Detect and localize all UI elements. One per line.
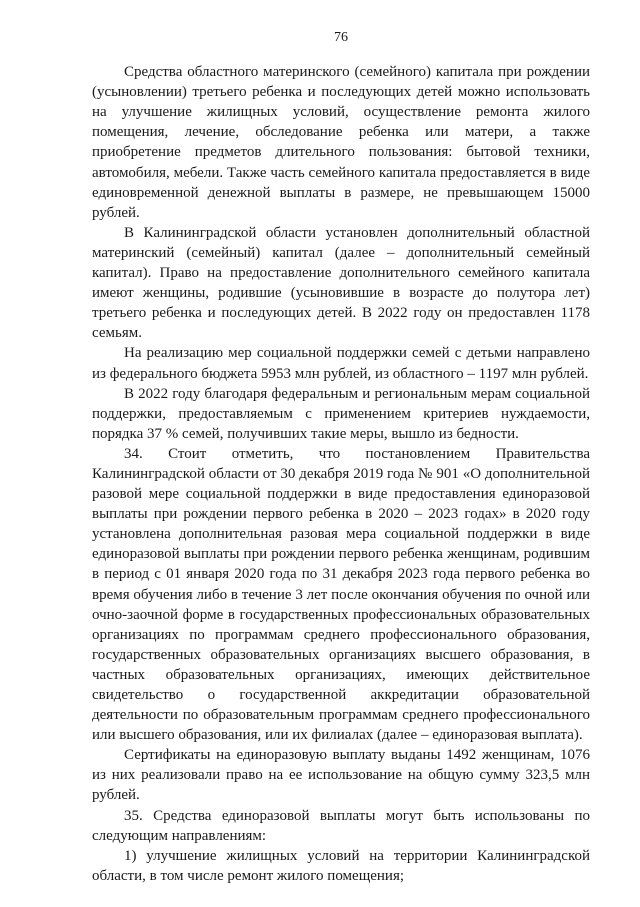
paragraph-certificates: Сертификаты на единоразовую выплату выданы 1492 женщинам, 1076 из них реализовали право на ее использование на общую сумму 323,5 млн рублей. — [92, 747, 590, 804]
paragraph-item-35: 35. Средства единоразовой выплаты могут быть использованы по следующим направлениям: — [92, 807, 590, 844]
paragraph-funding: На реализацию мер социальной поддержки семей с детьми направлено из федерального бюджета 5953 млн рублей, из областного – 1197 млн рублей. — [92, 345, 590, 382]
page-number: 76 — [334, 30, 348, 45]
paragraph-item-34: 34. Стоит отметить, что постановлением Правительства Калининградской области от 30 декабря 2019 года № 901 «О дополнительной разовой мере социальной поддержки в виде предоставления единоразовой выплаты при рождении первого ребенка в 2020 – 2023 годах» в 2020 году установлена дополнительная разовая мера социальной поддержки в виде единоразовой выплаты при рождении первого ребенка женщинам, родившим в период с 01 января 2020 года по 31 декабря 2023 года первого ребенка во время обучения либо в течение 3 лет после окончания обучения по очной или очно-заочной форме в государственных профессиональных образовательных организациях по программам среднего профессионального образования, государственных образовательных организациях высшего образования, в частных образовательных организациях, имеющих действительное свидетельство о государственной аккредитации образовательной деятельности по образовательным программам среднего профессионального или высшего образования, или их филиалах (далее – единоразовая выплата). — [92, 445, 590, 744]
paragraph-list-item-1: 1) улучшение жилищных условий на территории Калининградской области, в том числе ремонт жилого помещения; — [92, 847, 590, 884]
paragraph-additional-capital: В Калининградской области установлен дополнительный областной материнский (семейный) капитал (далее – дополнительный семейный капитал). Право на предоставление дополнительного семейного капитала имеют женщины, родившие (усыновившие в возрасте до полутора лет) третьего ребенка и последующих детей. В 2022 году он предоставлен 1178 семьям. — [92, 224, 590, 342]
paragraph-poverty-reduction: В 2022 году благодаря федеральным и региональным мерам социальной поддержки, предоставляемым с применением критериев нуждаемости, порядка 37 % семей, получивших такие меры, вышло из бедности. — [92, 385, 590, 442]
paragraph-maternity-capital-use: Средства областного материнского (семейного) капитала при рождении (усыновлении) третьего ребенка и последующих детей можно использовать на улучшение жилищных условий, осуществление ремонта жилого помещения, лечение, обследование ребенка или матери, а также приобретение предметов длительного пользования: бытовой техники, автомобиля, мебели. Также часть семейного капитала предоставляется в виде единовременной денежной выплаты в размере, не превышающем 15000 рублей. — [92, 64, 590, 221]
